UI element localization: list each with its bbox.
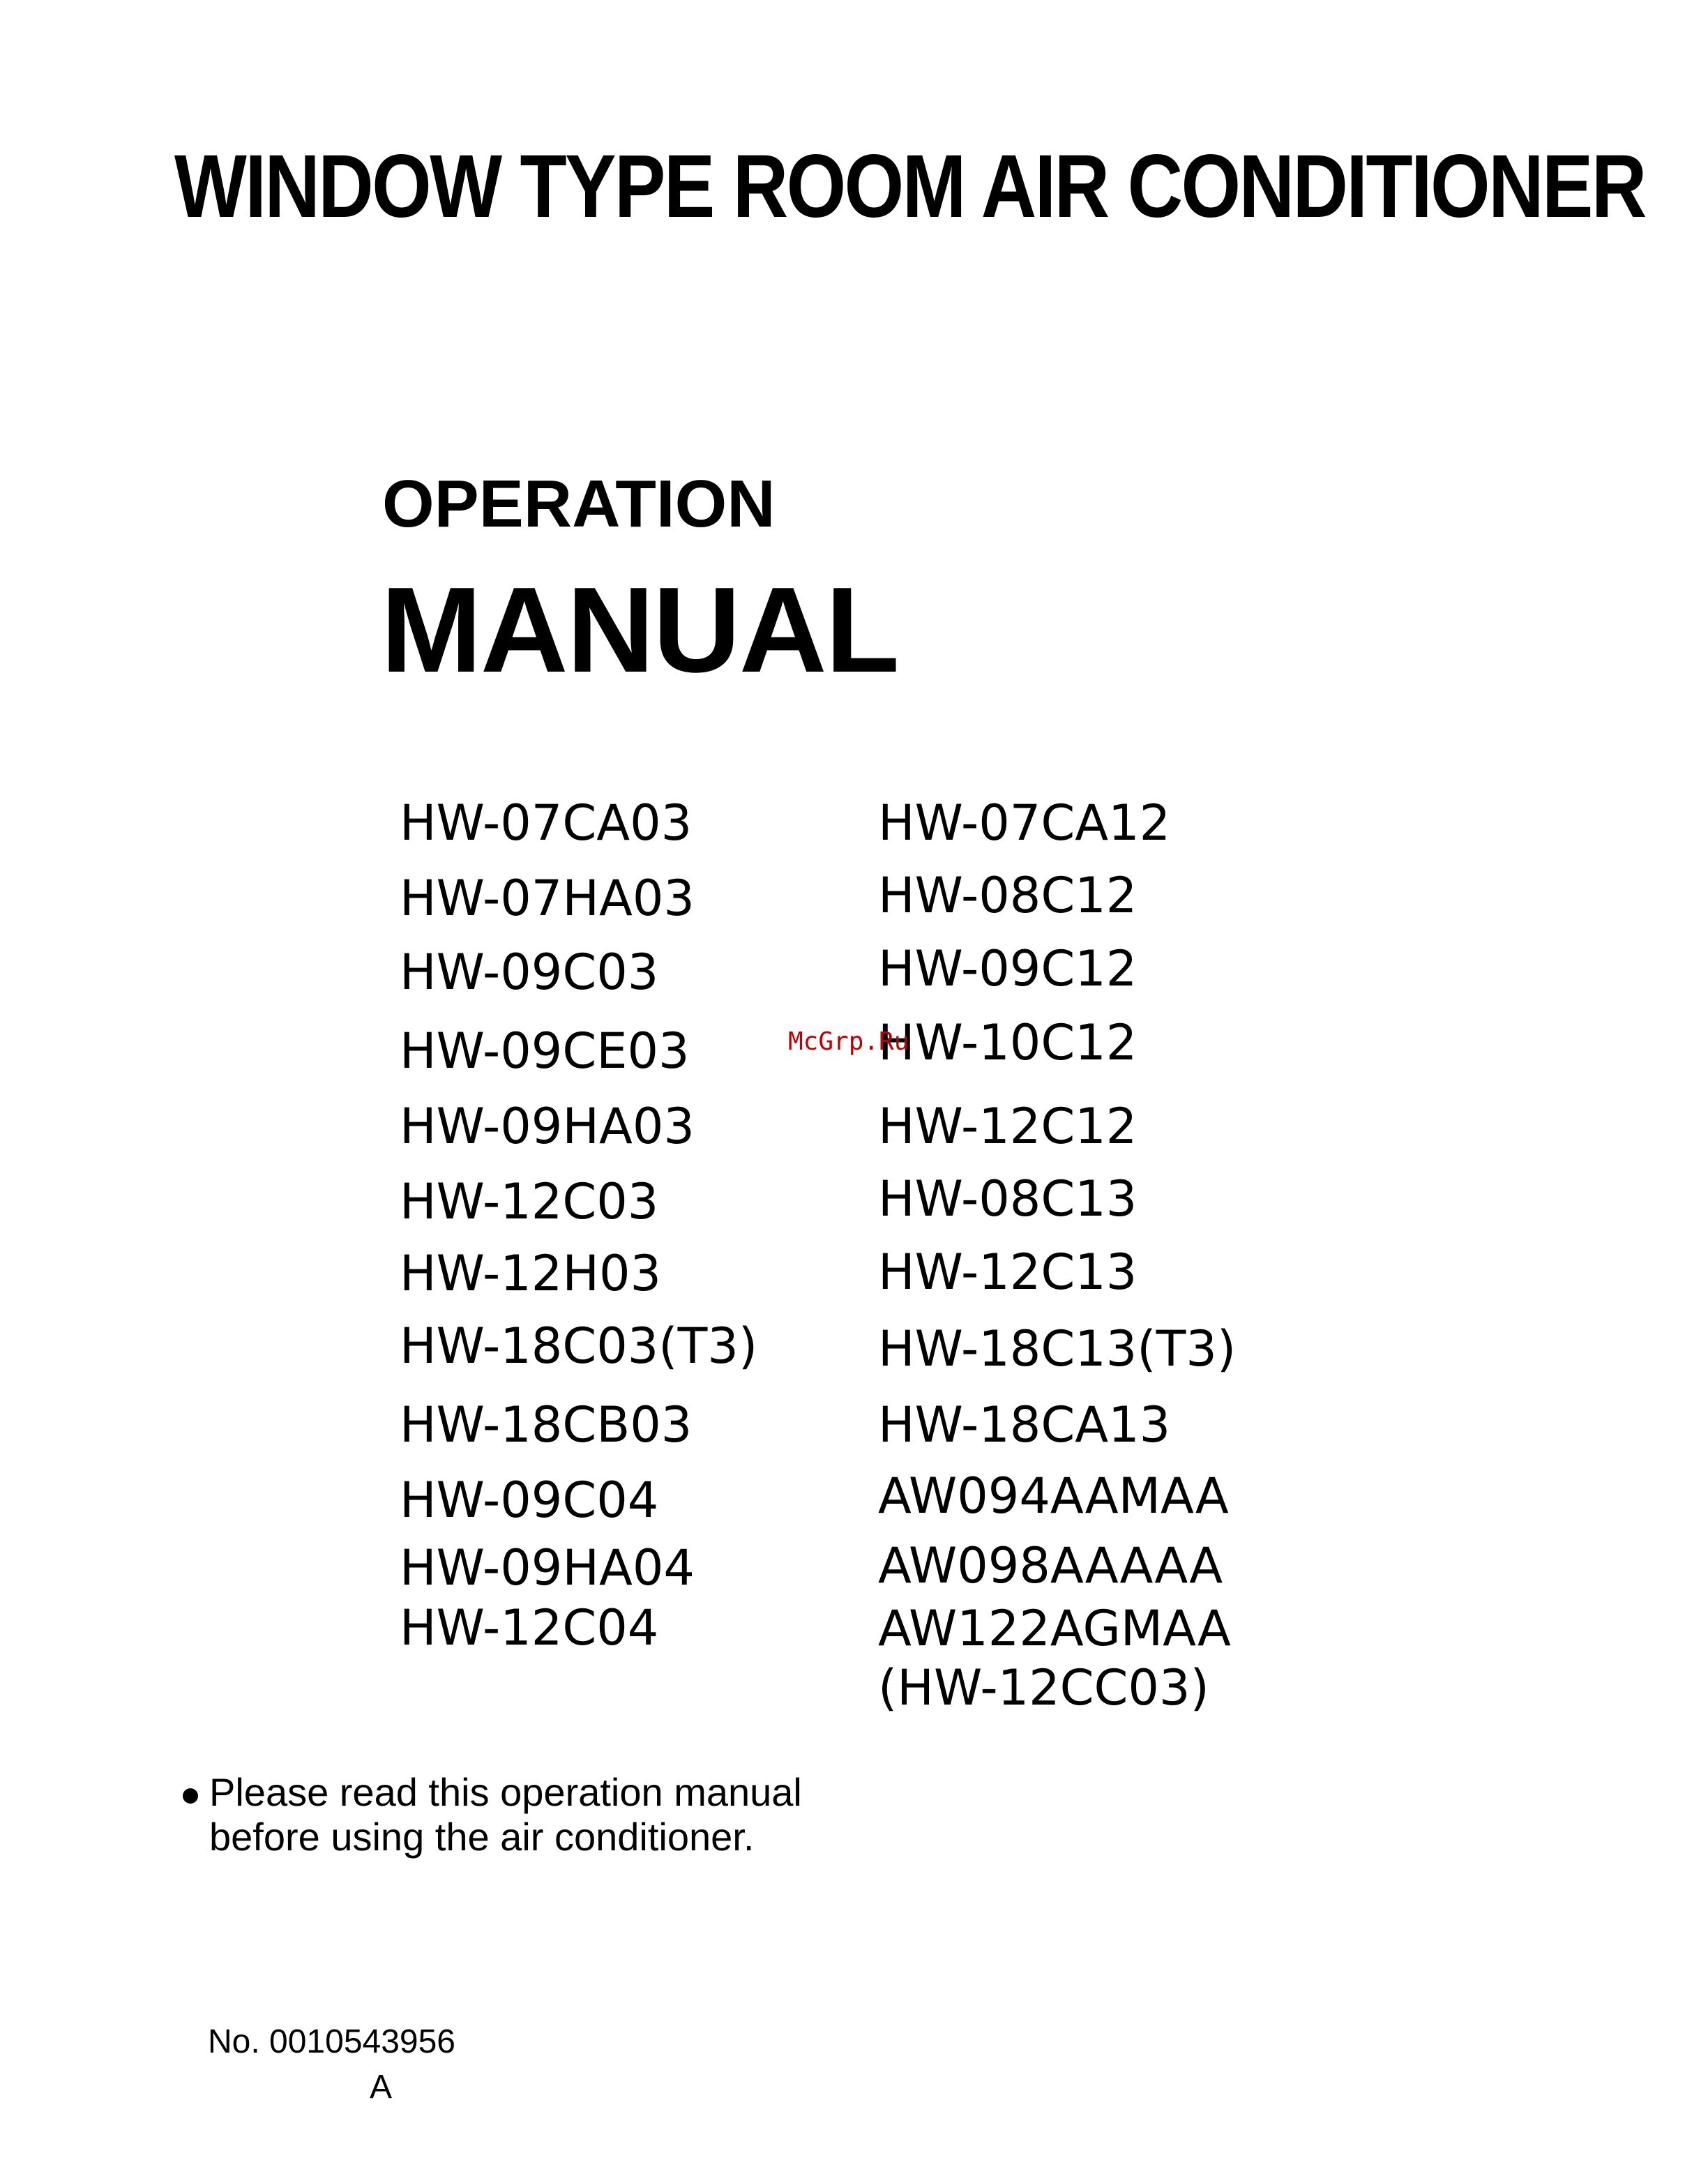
document-title: WINDOW TYPE ROOM AIR CONDITIONER [174, 137, 1645, 236]
document-number: No. 0010543956 [208, 2023, 455, 2060]
model-item: HW-09HA04 [400, 1539, 695, 1596]
bullet-icon [183, 1788, 198, 1804]
model-item: HW-09C04 [400, 1472, 659, 1529]
watermark: McGrp.Ru [788, 1027, 909, 1056]
model-item: HW-09CE03 [400, 1022, 690, 1080]
model-item: HW-12C12 [878, 1098, 1138, 1155]
model-item: HW-12C13 [878, 1244, 1138, 1301]
doc-type-operation: OPERATION [382, 467, 776, 541]
model-item: AW098AAAAA [878, 1537, 1223, 1594]
model-item: HW-07CA03 [400, 794, 693, 852]
model-item: (HW-12CC03) [878, 1659, 1209, 1716]
model-item: HW-12C03 [400, 1173, 659, 1230]
model-item: AW122AGMAA [878, 1600, 1231, 1657]
model-item: HW-09HA03 [400, 1098, 695, 1155]
usage-note-text [209, 1770, 802, 1859]
model-item: HW-07HA03 [400, 870, 695, 927]
model-item: HW-18CB03 [400, 1396, 693, 1453]
model-item: HW-18C03(T3) [400, 1317, 758, 1375]
model-item: AW094AAMAA [878, 1467, 1229, 1525]
model-item: HW-18C13(T3) [878, 1320, 1237, 1377]
model-item: HW-12H03 [400, 1245, 662, 1302]
model-item: HW-07CA12 [878, 794, 1171, 852]
model-item: HW-08C12 [878, 867, 1138, 924]
document-revision: A [370, 2069, 393, 2106]
model-item: HW-08C13 [878, 1170, 1138, 1228]
model-item: HW-12C04 [400, 1599, 659, 1656]
usage-note-line2: before using the air conditioner. [209, 1815, 755, 1859]
model-item: HW-09C12 [878, 940, 1138, 997]
usage-note-line1: Please read this operation manual [209, 1770, 802, 1814]
model-item: HW-10C12 [878, 1014, 1138, 1071]
model-item: HW-18CA13 [878, 1396, 1171, 1453]
model-item: HW-09C03 [400, 944, 659, 1001]
doc-type-manual: MANUAL [381, 561, 898, 697]
